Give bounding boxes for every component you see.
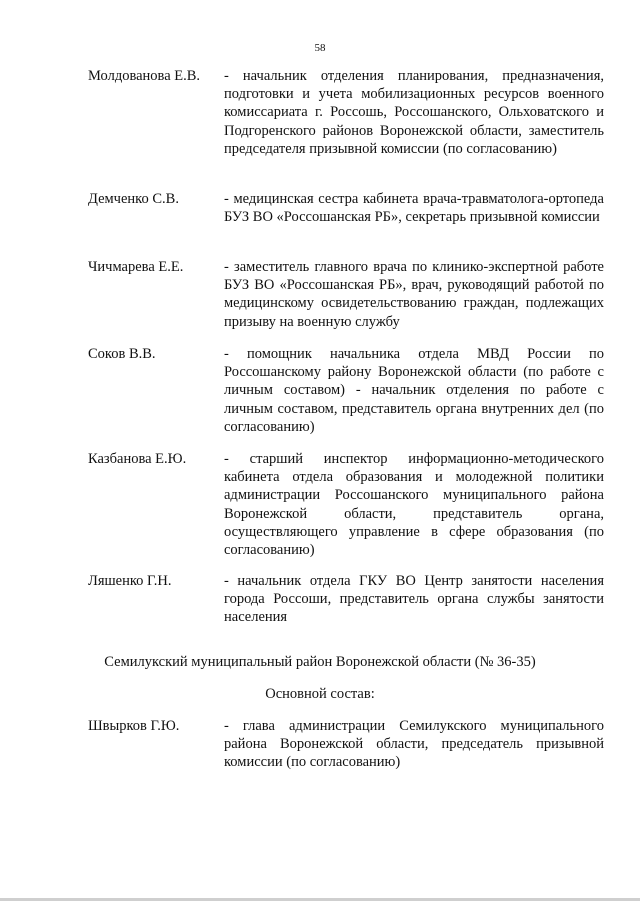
member-name: Казбанова Е.Ю.	[88, 451, 187, 467]
member-description: - заместитель главного врача по клинико-экспертной работе БУЗ ВО «Россошанская РБ», врач, руководящий работой по медицинскому освидетельствованию граждан, подлежащих призыву на военную службу	[224, 259, 604, 330]
commission-member-entry	[88, 345, 608, 436]
section-subtitle: Основной состав:	[265, 686, 375, 702]
page-number: 58	[314, 42, 326, 54]
member-description: - старший инспектор информационно-методического кабинета отдела образования и молодежной политики администрации Россошанского муниципального района Воронежской области, представитель органа, осуществляющего управление в сфере образования (по согласованию)	[224, 451, 604, 559]
member-description: - начальник отделения планирования, предназначения, подготовки и учета мобилизационных ресурсов военного комиссариата г. Россошь, Россошанского, Ольховатского и Подгоренского районов Воронежской области, заместитель председателя призывной комиссии (по согласованию)	[224, 68, 604, 157]
member-description: - помощник начальника отдела МВД России по Россошанскому району Воронежской области (по работе с личным составом) - начальник отделения по работе с личным составом, представитель органа внутренних дел (по согласованию)	[224, 346, 604, 435]
member-name: Молдованова Е.В.	[88, 68, 201, 84]
member-name: Демченко С.В.	[88, 191, 179, 207]
section-title: Семилукский муниципальный район Воронежской области (№ 36-35)	[104, 654, 536, 670]
member-name: Швырков Г.Ю.	[88, 718, 180, 734]
commission-member-entry	[88, 190, 608, 226]
member-description: - медицинская сестра кабинета врача-травматолога-ортопеда БУЗ ВО «Россошанская РБ», секретарь призывной комиссии	[224, 191, 604, 226]
commission-member-entry	[88, 717, 608, 772]
commission-member-entry	[88, 450, 608, 559]
member-name: Ляшенко Г.Н.	[88, 573, 172, 589]
commission-member-entry	[88, 258, 608, 331]
member-description: - глава администрации Семилукского муниципального района Воронежской области, председатель призывной комиссии (по согласованию)	[224, 718, 604, 771]
member-name: Чичмарева Е.Е.	[88, 259, 184, 275]
member-description: - начальник отдела ГКУ ВО Центр занятости населения города Россоши, представитель органа службы занятости населения	[224, 573, 604, 626]
commission-member-entry	[88, 572, 608, 627]
commission-member-entry	[88, 67, 608, 158]
member-name: Соков В.В.	[88, 346, 156, 362]
